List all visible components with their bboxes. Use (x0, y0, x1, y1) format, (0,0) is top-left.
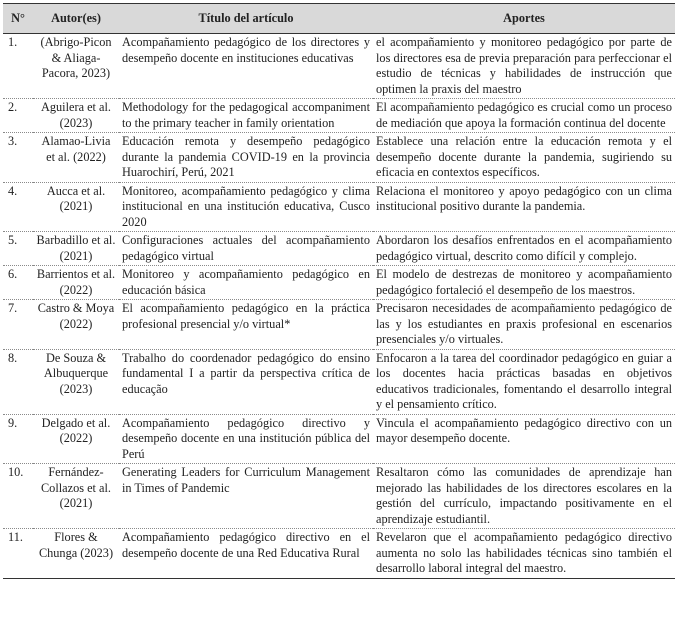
row-title: Trabalho do coordenador pedagógico do ensino fundamental I a partir da perspectiva crítica de educação (122, 350, 370, 396)
row-authors: De Souza & Albuquerque (2023) (43, 350, 109, 396)
row-title: El acompañamiento pedagógico en la práctica profesional presencial y/o virtual* (122, 301, 370, 331)
header-number: N° (3, 4, 33, 34)
row-authors: Barbadillo et al. (2021) (36, 233, 116, 263)
row-contribution: Enfocaron a la tarea del coordinador pedagógico en guiar a los docentes hacia prácticas basadas en objetivos educativos tradicionales, fomentando el desarrollo integral y el pensamiento crítico. (376, 350, 672, 411)
row-authors: Delgado et al. (2022) (41, 415, 111, 445)
table-row (3, 464, 675, 529)
table-row (3, 232, 675, 266)
row-title: Monitoreo y acompañamiento pedagógico en educación básica (122, 267, 370, 297)
row-authors: Alamao-Livia et al. (2022) (41, 134, 111, 164)
header-title: Título del artículo (119, 4, 373, 34)
row-number: 7. (8, 301, 18, 315)
row-number: 3. (8, 134, 18, 148)
row-contribution: Vincula el acompañamiento pedagógico directivo con un mayor desempeño docente. (376, 415, 672, 445)
table-row (3, 300, 675, 350)
row-number: 8. (8, 350, 18, 365)
row-contribution: Resaltaron cómo las comunidades de aprendizaje han mejorado las habilidades de los directores escolares en la gestión del currículo, impactando positivamente en el aprendizaje estudiantil. (376, 465, 672, 526)
row-number: 1. (8, 35, 18, 49)
row-title: Configuraciones actuales del acompañamiento pedagógico virtual (122, 233, 370, 263)
row-contribution: Relaciona el monitoreo y apoyo pedagógico con un clima institucional positivo durante la pandemia. (376, 183, 672, 213)
row-title: Monitoreo, acompañamiento pedagógico y clima institucional en una institución educativa, Cusco 2020 (122, 183, 370, 229)
row-number: 9. (8, 415, 18, 430)
row-contribution: Precisaron necesidades de acompañamiento pedagógico de las y los estudiantes en praxis profesional en escenarios presenciales y/o virtuales. (376, 301, 672, 346)
row-number: 11. (8, 530, 23, 544)
row-authors: (Abrigo-Picon & Aliaga-Pacora, 2023) (40, 35, 112, 80)
row-number: 6. (8, 267, 18, 281)
literature-table (3, 3, 675, 579)
row-contribution: Establece una relación entre la educación remota y el desempeño docente durante la pandemia, sugiriendo su eficacia en contextos específicos. (376, 134, 672, 179)
row-number: 4. (8, 183, 18, 198)
header-contributions: Aportes (373, 4, 675, 34)
row-authors: Flores & Chunga (2023) (38, 530, 114, 560)
row-number: 5. (8, 233, 18, 247)
row-contribution: El acompañamiento pedagógico es crucial como un proceso de mediación que apoya la formación continua del docente (376, 100, 672, 130)
row-title: Acompañamiento pedagógico directivo y desempeño docente en una institución pública del Perú (122, 415, 370, 461)
header-row (3, 4, 675, 34)
row-contribution: el acompañamiento y monitoreo pedagógico por parte de los directores esa de previa preparación para perfeccionar el estudio de técnicas y habilidades de instrucción que optimen la praxis del maestro (376, 35, 672, 96)
table-row (3, 414, 675, 464)
row-number: 2. (8, 100, 18, 114)
row-title: Educación remota y desempeño pedagógico durante la pandemia COVID-19 en la provincia Huarochirí, Perú, 2021 (122, 134, 370, 179)
table-header (3, 4, 675, 34)
header-authors: Autor(es) (33, 4, 119, 34)
table-row (3, 99, 675, 133)
row-authors: Barrientos et al. (2022) (36, 267, 116, 297)
row-authors: Aguilera et al. (2023) (41, 100, 111, 130)
row-contribution: Abordaron los desafíos enfrentados en el acompañamiento pedagógico virtual, descrito como difícil y complejo. (376, 233, 672, 263)
row-contribution: Revelaron que el acompañamiento pedagógico directivo aumenta no solo las habilidades técnicas sino también el desarrollo laboral integral del maestro. (376, 530, 672, 575)
table-row (3, 133, 675, 183)
table-row (3, 182, 675, 232)
table-row (3, 266, 675, 300)
row-authors: Castro & Moya (2022) (37, 301, 115, 331)
row-number: 10. (8, 465, 24, 479)
table-row (3, 34, 675, 99)
row-title: Generating Leaders for Curriculum Management in Times of Pandemic (122, 465, 370, 495)
row-contribution: El modelo de destrezas de monitoreo y acompañamiento pedagógico fortaleció el desempeño de los maestros. (376, 267, 672, 297)
row-title: Methodology for the pedagogical accompaniment to the primary teacher in family orientation (122, 100, 370, 130)
row-authors: Aucca et al. (2021) (46, 183, 106, 213)
row-title: Acompañamiento pedagógico directivo en el desempeño docente de una Red Educativa Rural (122, 530, 370, 560)
row-title: Acompañamiento pedagógico de los directores y desempeño docente en instituciones educativas (122, 35, 370, 65)
table-row (3, 529, 675, 579)
table-row (3, 349, 675, 414)
table-body (3, 34, 675, 579)
row-authors: Fernández-Collazos et al. (2021) (40, 465, 111, 510)
